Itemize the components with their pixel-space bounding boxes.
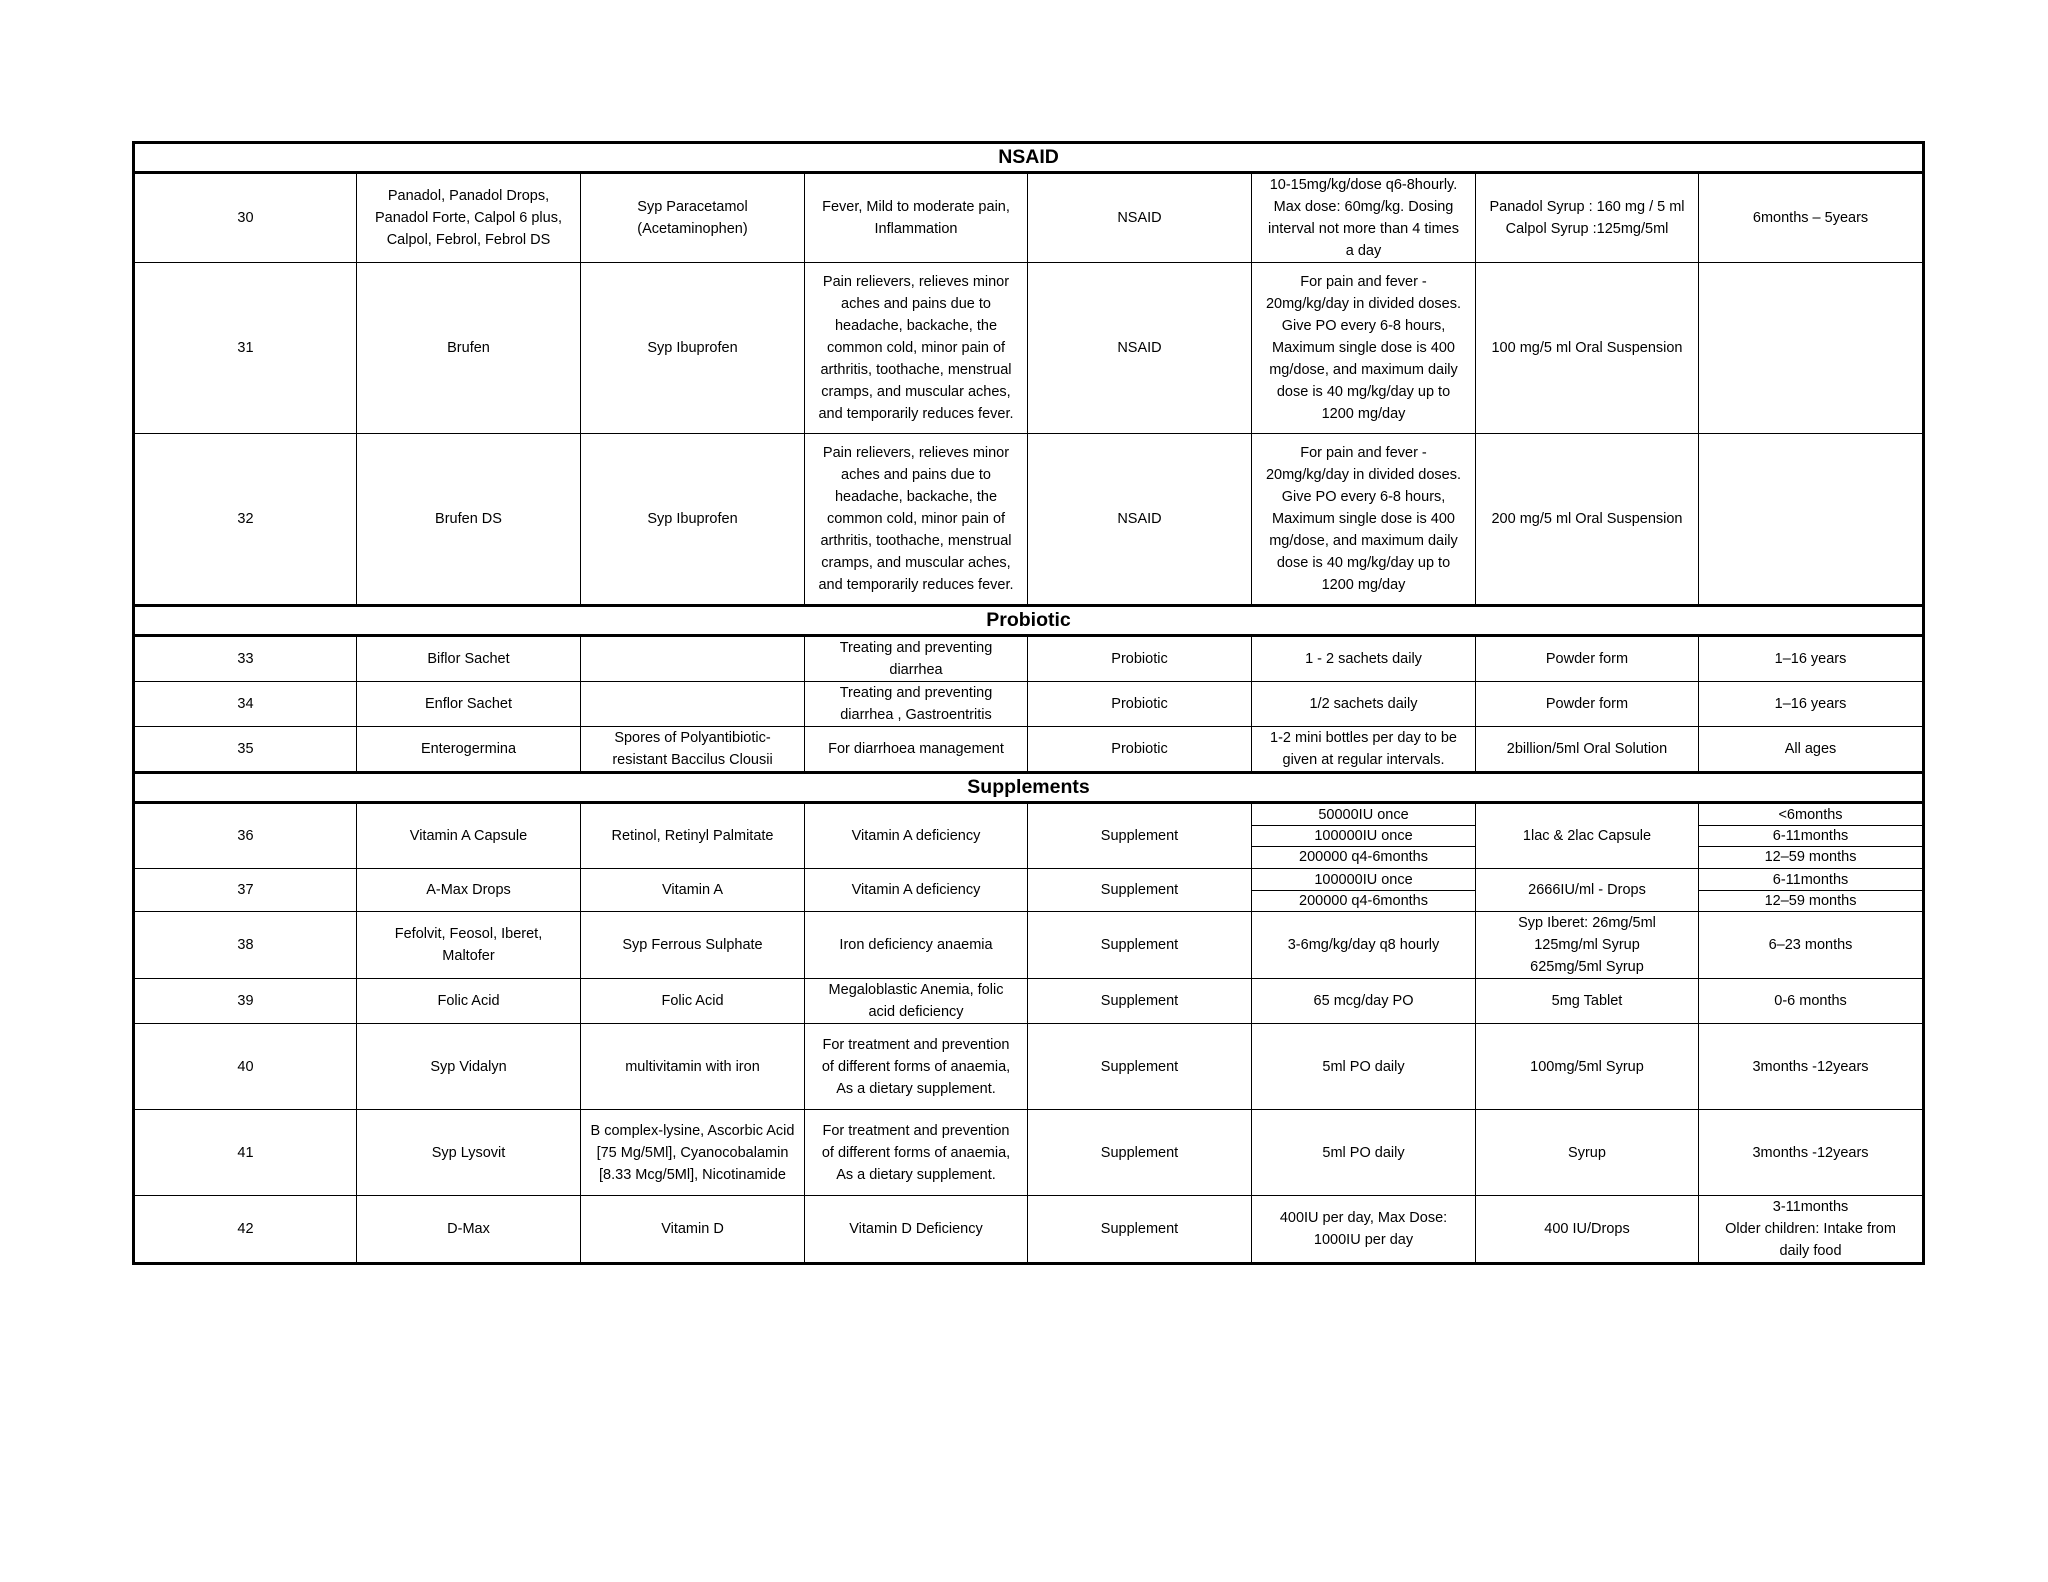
cell-line: given at regular intervals. xyxy=(1282,752,1445,768)
table-row xyxy=(134,1196,1924,1264)
generic-name: Vitamin D xyxy=(581,1196,805,1264)
dosage xyxy=(1252,727,1476,773)
generic-name: Syp Ibuprofen xyxy=(581,263,805,434)
indication xyxy=(805,1110,1028,1196)
cell-line: Pain relievers, relieves minor xyxy=(822,274,1010,290)
dosage: 5ml PO daily xyxy=(1252,1024,1476,1110)
serial-number: 30 xyxy=(134,173,357,263)
indication: Vitamin A deficiency xyxy=(805,803,1028,869)
brand-name: Enflor Sachet xyxy=(357,682,581,727)
indication xyxy=(805,636,1028,682)
age-group xyxy=(1699,1196,1924,1264)
cell-line: mg/dose, and maximum daily xyxy=(1269,362,1458,378)
table-row xyxy=(134,263,1924,434)
cell-line: arthritis, toothache, menstrual xyxy=(820,362,1012,378)
dosage-form: 1lac & 2lac Capsule xyxy=(1476,803,1699,869)
cell-line: aches and pains due to xyxy=(841,467,991,483)
cell-line: 6-11months xyxy=(1699,825,1922,846)
cell-line: Max dose: 60mg/kg. Dosing xyxy=(1273,199,1454,215)
cell-lines xyxy=(1255,271,1472,425)
cell-line: cramps, and muscular aches, xyxy=(821,384,1011,400)
cell-line: 100000IU once xyxy=(1252,825,1475,846)
cell-lines xyxy=(1255,174,1472,262)
cell-line: For pain and fever - xyxy=(1300,445,1427,461)
cell-line: Older children: Intake from xyxy=(1725,1221,1896,1237)
dosage: 1 - 2 sachets daily xyxy=(1252,636,1476,682)
cell-line: headache, backache, the xyxy=(834,318,998,334)
drug-class: Probiotic xyxy=(1028,682,1252,727)
cell-lines xyxy=(1699,804,1922,868)
cell-line: 50000IU once xyxy=(1318,807,1409,823)
drug-table xyxy=(132,141,1925,1265)
cell-line: (Acetaminophen) xyxy=(637,221,748,237)
cell-lines xyxy=(808,442,1024,596)
drug-class: Supplement xyxy=(1028,1110,1252,1196)
dosage-form: 5mg Tablet xyxy=(1476,979,1699,1024)
table-row xyxy=(134,869,1924,912)
generic-name: Vitamin A xyxy=(581,869,805,912)
generic-name xyxy=(581,727,805,773)
cell-line: diarrhea xyxy=(889,662,943,678)
table-row xyxy=(134,1024,1924,1110)
table-row xyxy=(134,682,1924,727)
age-group: 6months – 5years xyxy=(1699,173,1924,263)
serial-number: 32 xyxy=(134,434,357,606)
indication xyxy=(805,682,1028,727)
brand-name: Syp Lysovit xyxy=(357,1110,581,1196)
cell-line: arthritis, toothache, menstrual xyxy=(820,533,1012,549)
brand-name: Enterogermina xyxy=(357,727,581,773)
cell-line: Maltofer xyxy=(442,948,495,964)
dosage-form: 200 mg/5 ml Oral Suspension xyxy=(1476,434,1699,606)
cell-line: of different forms of anaemia, xyxy=(821,1144,1011,1161)
cell-line: 6-11months xyxy=(1772,871,1849,888)
cell-lines xyxy=(1252,869,1475,911)
generic-name xyxy=(581,1110,805,1196)
drug-class: Supplement xyxy=(1028,803,1252,869)
cell-line: 20mg/kg/day in divided doses. xyxy=(1265,296,1462,312)
cell-line: 1200 mg/day xyxy=(1321,577,1406,593)
brand-name xyxy=(357,173,581,263)
table-row xyxy=(134,979,1924,1024)
dosage-form: Syrup xyxy=(1476,1110,1699,1196)
table-row xyxy=(134,636,1924,682)
indication xyxy=(805,173,1028,263)
cell-lines xyxy=(808,271,1024,425)
serial-number: 40 xyxy=(134,1024,357,1110)
cell-lines xyxy=(1252,804,1475,868)
table-row xyxy=(134,434,1924,606)
dosage: 3-6mg/kg/day q8 hourly xyxy=(1252,912,1476,979)
generic-name: Folic Acid xyxy=(581,979,805,1024)
cell-line: For treatment and prevention xyxy=(822,1122,1010,1139)
cell-line: Panadol Syrup : 160 mg / 5 ml xyxy=(1489,199,1685,215)
dosage-form: Powder form xyxy=(1476,682,1699,727)
drug-class: Supplement xyxy=(1028,1196,1252,1264)
cell-line: B complex-lysine, Ascorbic Acid xyxy=(590,1122,795,1139)
cell-line: Syp Iberet: 26mg/5ml xyxy=(1518,915,1656,931)
brand-name: Vitamin A Capsule xyxy=(357,803,581,869)
cell-line: Give PO every 6-8 hours, xyxy=(1281,489,1446,505)
generic-name xyxy=(581,173,805,263)
age-group: 1–16 years xyxy=(1699,636,1924,682)
cell-line: 12–59 months xyxy=(1699,846,1922,867)
indication: For diarrhoea management xyxy=(805,727,1028,773)
cell-lines xyxy=(1702,1196,1919,1262)
generic-name xyxy=(581,682,805,727)
cell-line: of different forms of anaemia, xyxy=(821,1058,1011,1075)
cell-line: 3-11months xyxy=(1772,1199,1849,1215)
cell-line: Panadol Forte, Calpol 6 plus, xyxy=(375,210,562,226)
table-row xyxy=(134,1110,1924,1196)
age-group: 3months -12years xyxy=(1699,1024,1924,1110)
dosage-form xyxy=(1476,173,1699,263)
cell-lines xyxy=(808,979,1024,1023)
dosage-form: 2666IU/ml - Drops xyxy=(1476,869,1699,912)
table-row xyxy=(134,803,1924,869)
cell-line: Spores of Polyantibiotic- xyxy=(614,730,771,746)
cell-lines xyxy=(584,1120,801,1186)
cell-line: 400IU per day, Max Dose: xyxy=(1279,1210,1448,1226)
cell-lines xyxy=(1255,727,1472,771)
cell-line: As a dietary supplement. xyxy=(836,1080,996,1097)
drug-class: Supplement xyxy=(1028,1024,1252,1110)
indication xyxy=(805,979,1028,1024)
cell-line: a day xyxy=(1345,243,1382,259)
drug-class: Probiotic xyxy=(1028,727,1252,773)
cell-line: 625mg/5ml Syrup xyxy=(1530,959,1644,975)
cell-line: Treating and preventing xyxy=(839,640,993,656)
cell-line: 125mg/ml Syrup xyxy=(1534,937,1640,953)
dosage-form: 100 mg/5 ml Oral Suspension xyxy=(1476,263,1699,434)
generic-name xyxy=(581,636,805,682)
section-header: Supplements xyxy=(134,773,1924,803)
cell-line: For treatment and prevention xyxy=(822,1036,1010,1053)
cell-lines xyxy=(360,185,577,251)
cell-line: 12–59 months xyxy=(1699,890,1922,911)
cell-line: Panadol, Panadol Drops, xyxy=(387,188,550,204)
brand-name: Brufen DS xyxy=(357,434,581,606)
cell-line: 200000 q4-6months xyxy=(1252,846,1475,867)
dosage-form: 100mg/5ml Syrup xyxy=(1476,1024,1699,1110)
cell-line: Syp Paracetamol xyxy=(637,199,748,215)
serial-number: 38 xyxy=(134,912,357,979)
cell-lines xyxy=(808,1120,1024,1186)
table-row xyxy=(134,727,1924,773)
cell-line: 1000IU per day xyxy=(1313,1232,1414,1248)
cell-line: Maximum single dose is 400 xyxy=(1272,340,1455,356)
cell-line: Pain relievers, relieves minor xyxy=(822,445,1010,461)
serial-number: 41 xyxy=(134,1110,357,1196)
cell-lines xyxy=(808,682,1024,726)
section-row-supplements xyxy=(134,773,1924,803)
dosage: 65 mcg/day PO xyxy=(1252,979,1476,1024)
drug-class: NSAID xyxy=(1028,434,1252,606)
section-row-probiotic xyxy=(134,606,1924,636)
cell-line: Give PO every 6-8 hours, xyxy=(1281,318,1446,334)
cell-lines xyxy=(808,1034,1024,1100)
section-header: Probiotic xyxy=(134,606,1924,636)
cell-line: and temporarily reduces fever. xyxy=(818,577,1014,593)
age-group: 1–16 years xyxy=(1699,682,1924,727)
cell-line: aches and pains due to xyxy=(841,296,991,312)
cell-line: Calpol, Febrol, Febrol DS xyxy=(386,232,551,248)
cell-line: 20mg/kg/day in divided doses. xyxy=(1265,467,1462,483)
cell-line: [8.33 Mcg/5Ml], Nicotinamide xyxy=(599,1166,786,1183)
cell-line: 100000IU once xyxy=(1314,871,1413,888)
indication xyxy=(805,263,1028,434)
cell-lines xyxy=(1479,196,1695,240)
cell-line: Megaloblastic Anemia, folic xyxy=(828,982,1004,998)
indication: Vitamin A deficiency xyxy=(805,869,1028,912)
cell-line: Maximum single dose is 400 xyxy=(1272,511,1455,527)
brand-name: D-Max xyxy=(357,1196,581,1264)
dosage xyxy=(1252,1196,1476,1264)
generic-name: Syp Ibuprofen xyxy=(581,434,805,606)
cell-line: acid deficiency xyxy=(868,1004,964,1020)
age-group: 6–23 months xyxy=(1699,912,1924,979)
cell-lines xyxy=(1479,912,1695,978)
dosage: 1/2 sachets daily xyxy=(1252,682,1476,727)
cell-line: Fever, Mild to moderate pain, xyxy=(822,199,1010,215)
cell-line: For pain and fever - xyxy=(1300,274,1427,290)
brand-name: Folic Acid xyxy=(357,979,581,1024)
serial-number: 31 xyxy=(134,263,357,434)
indication xyxy=(805,1024,1028,1110)
serial-number: 39 xyxy=(134,979,357,1024)
section-row-nsaid xyxy=(134,143,1924,173)
drug-class: Supplement xyxy=(1028,869,1252,912)
dosage-form xyxy=(1476,912,1699,979)
age-group: 0-6 months xyxy=(1699,979,1924,1024)
cell-lines xyxy=(1699,869,1922,911)
cell-line: diarrhea , Gastroentritis xyxy=(840,707,992,723)
generic-name: Syp Ferrous Sulphate xyxy=(581,912,805,979)
dosage xyxy=(1252,173,1476,263)
generic-name: multivitamin with iron xyxy=(581,1024,805,1110)
dosage: 5ml PO daily xyxy=(1252,1110,1476,1196)
brand-name: Biflor Sachet xyxy=(357,636,581,682)
dosage xyxy=(1252,263,1476,434)
serial-number: 36 xyxy=(134,803,357,869)
drug-class: Probiotic xyxy=(1028,636,1252,682)
cell-line: cramps, and muscular aches, xyxy=(821,555,1011,571)
table-row xyxy=(134,912,1924,979)
cell-line: 1-2 mini bottles per day to be xyxy=(1270,730,1457,746)
dosage xyxy=(1252,434,1476,606)
age-group: 3months -12years xyxy=(1699,1110,1924,1196)
serial-number: 42 xyxy=(134,1196,357,1264)
cell-line: 10-15mg/kg/dose q6-8hourly. xyxy=(1269,177,1458,193)
cell-line: resistant Baccilus Clousii xyxy=(612,752,773,768)
cell-line: and temporarily reduces fever. xyxy=(818,406,1014,422)
dosage-form: 400 IU/Drops xyxy=(1476,1196,1699,1264)
dosage-form: Powder form xyxy=(1476,636,1699,682)
cell-line: Fefolvit, Feosol, Iberet, xyxy=(394,926,543,942)
age-group xyxy=(1699,263,1924,434)
cell-line: headache, backache, the xyxy=(834,489,998,505)
drug-class: NSAID xyxy=(1028,173,1252,263)
cell-lines xyxy=(360,923,577,967)
dosage xyxy=(1252,803,1476,869)
cell-lines xyxy=(808,196,1024,240)
drug-class: Supplement xyxy=(1028,912,1252,979)
brand-name: A-Max Drops xyxy=(357,869,581,912)
age-group xyxy=(1699,869,1924,912)
dosage xyxy=(1252,869,1476,912)
cell-line: Inflammation xyxy=(874,221,958,237)
section-header: NSAID xyxy=(134,143,1924,173)
age-group xyxy=(1699,434,1924,606)
cell-lines xyxy=(584,727,801,771)
cell-line: mg/dose, and maximum daily xyxy=(1269,533,1458,549)
brand-name: Brufen xyxy=(357,263,581,434)
serial-number: 33 xyxy=(134,636,357,682)
brand-name xyxy=(357,912,581,979)
cell-line: common cold, minor pain of xyxy=(826,340,1006,356)
table-row xyxy=(134,173,1924,263)
cell-line: 200000 q4-6months xyxy=(1252,890,1475,911)
cell-lines xyxy=(584,196,801,240)
cell-line: [75 Mg/5Ml], Cyanocobalamin xyxy=(596,1144,789,1161)
dosage-form: 2billion/5ml Oral Solution xyxy=(1476,727,1699,773)
cell-line: dose is 40 mg/kg/day up to xyxy=(1276,555,1451,571)
age-group: All ages xyxy=(1699,727,1924,773)
cell-lines xyxy=(1255,442,1472,596)
indication xyxy=(805,434,1028,606)
age-group xyxy=(1699,803,1924,869)
serial-number: 35 xyxy=(134,727,357,773)
cell-line: daily food xyxy=(1779,1243,1842,1259)
cell-line: As a dietary supplement. xyxy=(836,1166,996,1183)
cell-line: dose is 40 mg/kg/day up to xyxy=(1276,384,1451,400)
serial-number: 34 xyxy=(134,682,357,727)
indication: Vitamin D Deficiency xyxy=(805,1196,1028,1264)
brand-name: Syp Vidalyn xyxy=(357,1024,581,1110)
cell-line: common cold, minor pain of xyxy=(826,511,1006,527)
drug-class: NSAID xyxy=(1028,263,1252,434)
cell-line: <6months xyxy=(1778,807,1843,823)
serial-number: 37 xyxy=(134,869,357,912)
cell-line: Treating and preventing xyxy=(839,685,993,701)
indication: Iron deficiency anaemia xyxy=(805,912,1028,979)
cell-line: Calpol Syrup :125mg/5ml xyxy=(1505,221,1669,237)
cell-lines xyxy=(1255,1207,1472,1251)
cell-line: interval not more than 4 times xyxy=(1267,221,1459,237)
generic-name: Retinol, Retinyl Palmitate xyxy=(581,803,805,869)
drug-class: Supplement xyxy=(1028,979,1252,1024)
cell-line: 1200 mg/day xyxy=(1321,406,1406,422)
cell-lines xyxy=(808,637,1024,681)
